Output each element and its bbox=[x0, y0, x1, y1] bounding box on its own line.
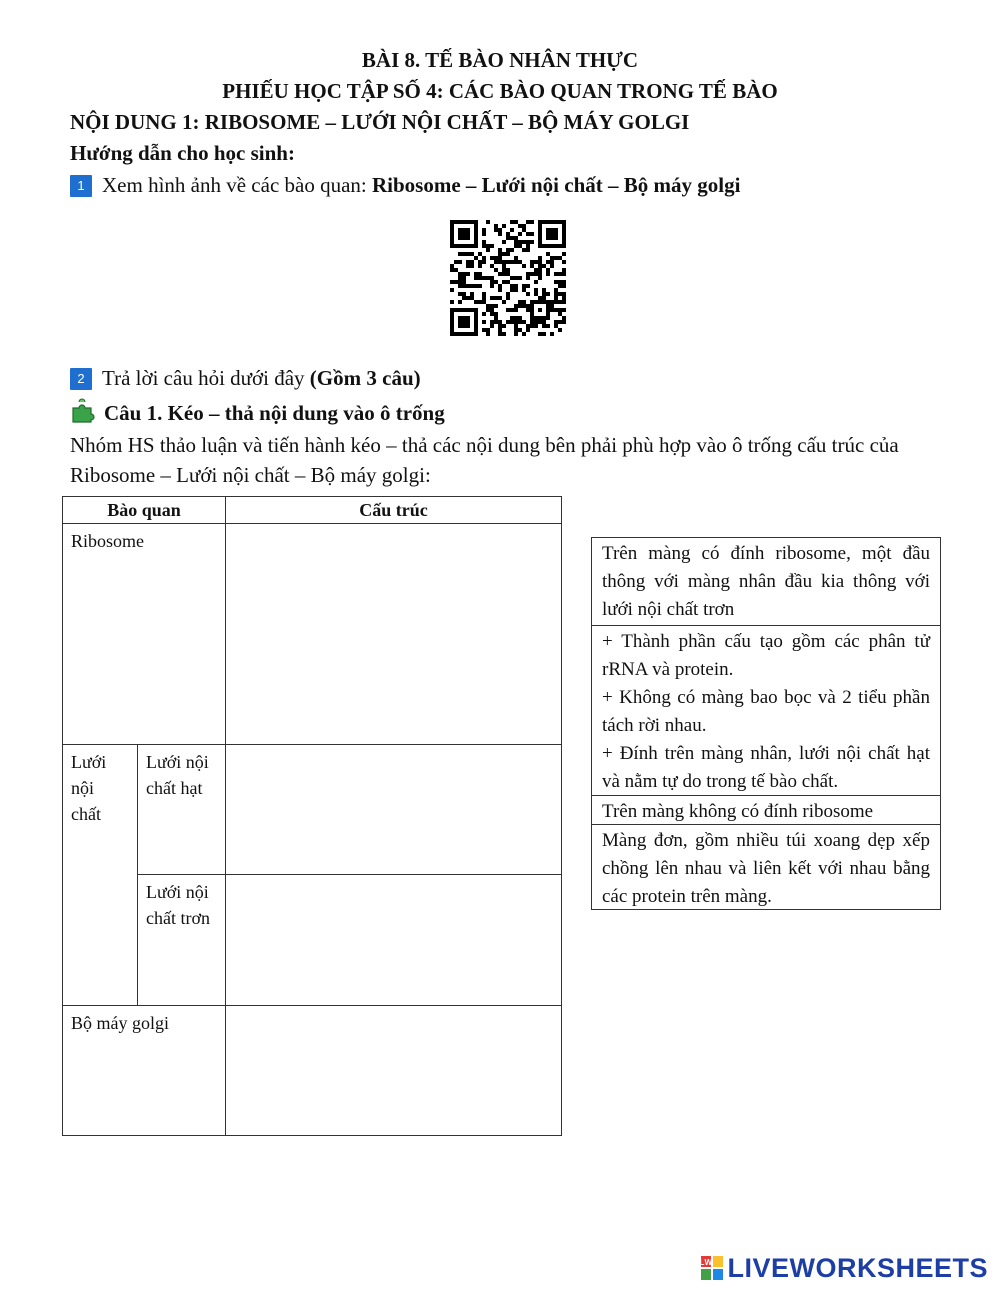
step-number-2: 2 bbox=[70, 368, 92, 390]
step-1-bold: Ribosome – Lưới nội chất – Bộ máy golgi bbox=[372, 173, 741, 197]
row-er-label: Lưới nội chất bbox=[62, 744, 138, 1006]
brand-name: LIVEWORKSHEETS bbox=[727, 1253, 988, 1283]
row-rough-er-label: Lưới nội chất hạt bbox=[137, 744, 226, 875]
question-1-instruction: Nhóm HS thảo luận và tiến hành kéo – thả các nội dung bên phải phù hợp vào ô trống cấu trúc của Ribosome – Lưới nội chất – Bộ máy golgi: bbox=[70, 433, 899, 487]
step-1 bbox=[70, 173, 740, 198]
guide-heading: Hướng dẫn cho học sinh: bbox=[70, 141, 295, 165]
row-ribosome-label: Ribosome bbox=[62, 523, 226, 745]
drop-zone-smooth-er[interactable] bbox=[225, 874, 562, 1006]
option-card[interactable]: Màng đơn, gồm nhiều túi xoang dẹp xếp chồng lên nhau và liên kết với nhau bằng các protein trên màng. bbox=[591, 824, 941, 910]
qr-code[interactable] bbox=[450, 220, 566, 336]
worksheet-title: BÀI 8. TẾ BÀO NHÂN THỰC bbox=[361, 48, 639, 72]
drop-zone-golgi[interactable] bbox=[225, 1005, 562, 1136]
content-heading: NỘI DUNG 1: RIBOSOME – LƯỚI NỘI CHẤT – BỘ MÁY GOLGI bbox=[70, 110, 690, 134]
liveworksheets-logo bbox=[701, 1253, 988, 1287]
step-2-bold: (Gồm 3 câu) bbox=[309, 366, 421, 390]
structure-table bbox=[62, 496, 562, 1136]
header-structure: Cấu trúc bbox=[225, 496, 562, 524]
brand-logo-icon bbox=[701, 1256, 723, 1287]
puzzle-icon bbox=[70, 400, 96, 430]
step-2-text: Trả lời câu hỏi dưới đây bbox=[102, 366, 310, 390]
row-smooth-er-label: Lưới nội chất trơn bbox=[137, 874, 226, 1006]
brand-logo-text: LW bbox=[699, 1258, 713, 1267]
step-number-1: 1 bbox=[70, 175, 92, 197]
question-1-heading bbox=[70, 400, 445, 430]
drop-zone-ribosome[interactable] bbox=[225, 523, 562, 745]
step-1-text: Xem hình ảnh về các bào quan: bbox=[102, 173, 372, 197]
worksheet-subtitle: PHIẾU HỌC TẬP SỐ 4: CÁC BÀO QUAN TRONG TẾ BÀO bbox=[222, 79, 778, 103]
option-card[interactable]: + Thành phần cấu tạo gồm các phân tử rRNA và protein. + Không có màng bao bọc và 2 tiểu phần tách rời nhau. + Đính trên màng nhân, lưới nội chất hạt và nằm tự do trong tế bào chất. bbox=[591, 625, 941, 796]
option-card[interactable]: Trên màng không có đính ribosome bbox=[591, 795, 941, 825]
drop-zone-rough-er[interactable] bbox=[225, 744, 562, 875]
row-golgi-label: Bộ máy golgi bbox=[62, 1005, 226, 1136]
option-card[interactable]: Trên màng có đính ribosome, một đầu thông với màng nhân đầu kia thông với lưới nội chất trơn bbox=[591, 537, 941, 626]
question-1-title: Câu 1. Kéo – thả nội dung vào ô trống bbox=[104, 401, 445, 425]
header-organelle: Bào quan bbox=[62, 496, 226, 524]
step-2 bbox=[70, 366, 421, 391]
